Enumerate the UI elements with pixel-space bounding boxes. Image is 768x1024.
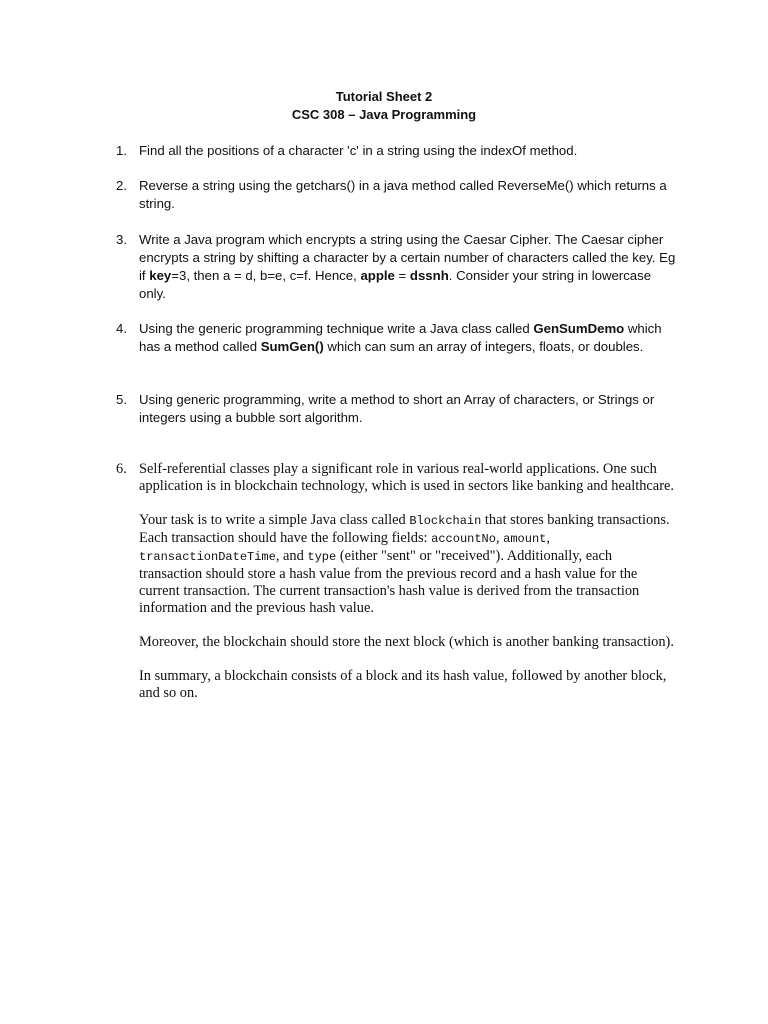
field-type: type: [307, 550, 337, 564]
question-number: 3.: [116, 232, 127, 247]
paragraph-next-block: Moreover, the blockchain should store the next block (which is another banking transaction).: [139, 634, 674, 650]
class-name-code: Blockchain: [409, 514, 482, 528]
ciphertext-example: dssnh: [409, 268, 449, 283]
question-text: Using generic programming, write a method to short an Array of characters, or Strings or integers using a bubble sort algorithm.: [139, 392, 655, 425]
question-text: Reverse a string using the getchars() in a java method called ReverseMe() which returns a string.: [139, 178, 667, 211]
course-title: CSC 308 – Java Programming: [291, 107, 477, 122]
key-term: key: [149, 268, 172, 283]
paragraph-summary: In summary, a blockchain consists of a block and its hash value, followed by another block, and so on.: [139, 668, 667, 701]
field-transactiondatetime: transactionDateTime: [139, 550, 276, 564]
method-name: SumGen(): [260, 339, 324, 354]
field-amount: amount: [503, 532, 547, 546]
question-number: 1.: [116, 143, 127, 158]
document-header: [0, 88, 768, 124]
plaintext-example: apple: [360, 268, 395, 283]
question-number: 2.: [116, 178, 127, 193]
question-text: Using the generic programming technique write a Java class called GenSumDemo which has a method called SumGen() which can sum an array of integers, floats, or doubles.: [139, 321, 662, 354]
question-number: 4.: [116, 321, 127, 336]
question-text: Write a Java program which encrypts a string using the Caesar Cipher. The Caesar cipher encrypts a string by shifting a character by a certain number of characters called the key. Eg if key=3, then a = d, b=e, c=f. Hence, apple = dssnh. Consider your string in lowercase only.: [139, 232, 676, 301]
question-number: 6.: [116, 461, 127, 477]
class-name: GenSumDemo: [533, 321, 625, 336]
question-text: [139, 461, 676, 702]
paragraph-task: Your task is to write a simple Java class called Blockchain that stores banking transactions. Each transaction should have the following fields: accountNo, amount, transactionDateTime, and type (either "sent" or "received"). Additionally, each transaction should store a hash value from the previous record and a hash value for the current transaction. The current transaction's hash value is derived from the transaction information and the previous hash value.: [139, 512, 670, 616]
paragraph-intro: Self-referential classes play a significant role in various real-world applications. One such application is in blockchain technology, which is used in sectors like banking and healthcare.: [139, 461, 674, 494]
sheet-title: Tutorial Sheet 2: [335, 89, 433, 104]
field-accountno: accountNo: [431, 532, 496, 546]
question-number: 5.: [116, 392, 127, 407]
question-text: Find all the positions of a character 'c' in a string using the indexOf method.: [139, 143, 578, 158]
